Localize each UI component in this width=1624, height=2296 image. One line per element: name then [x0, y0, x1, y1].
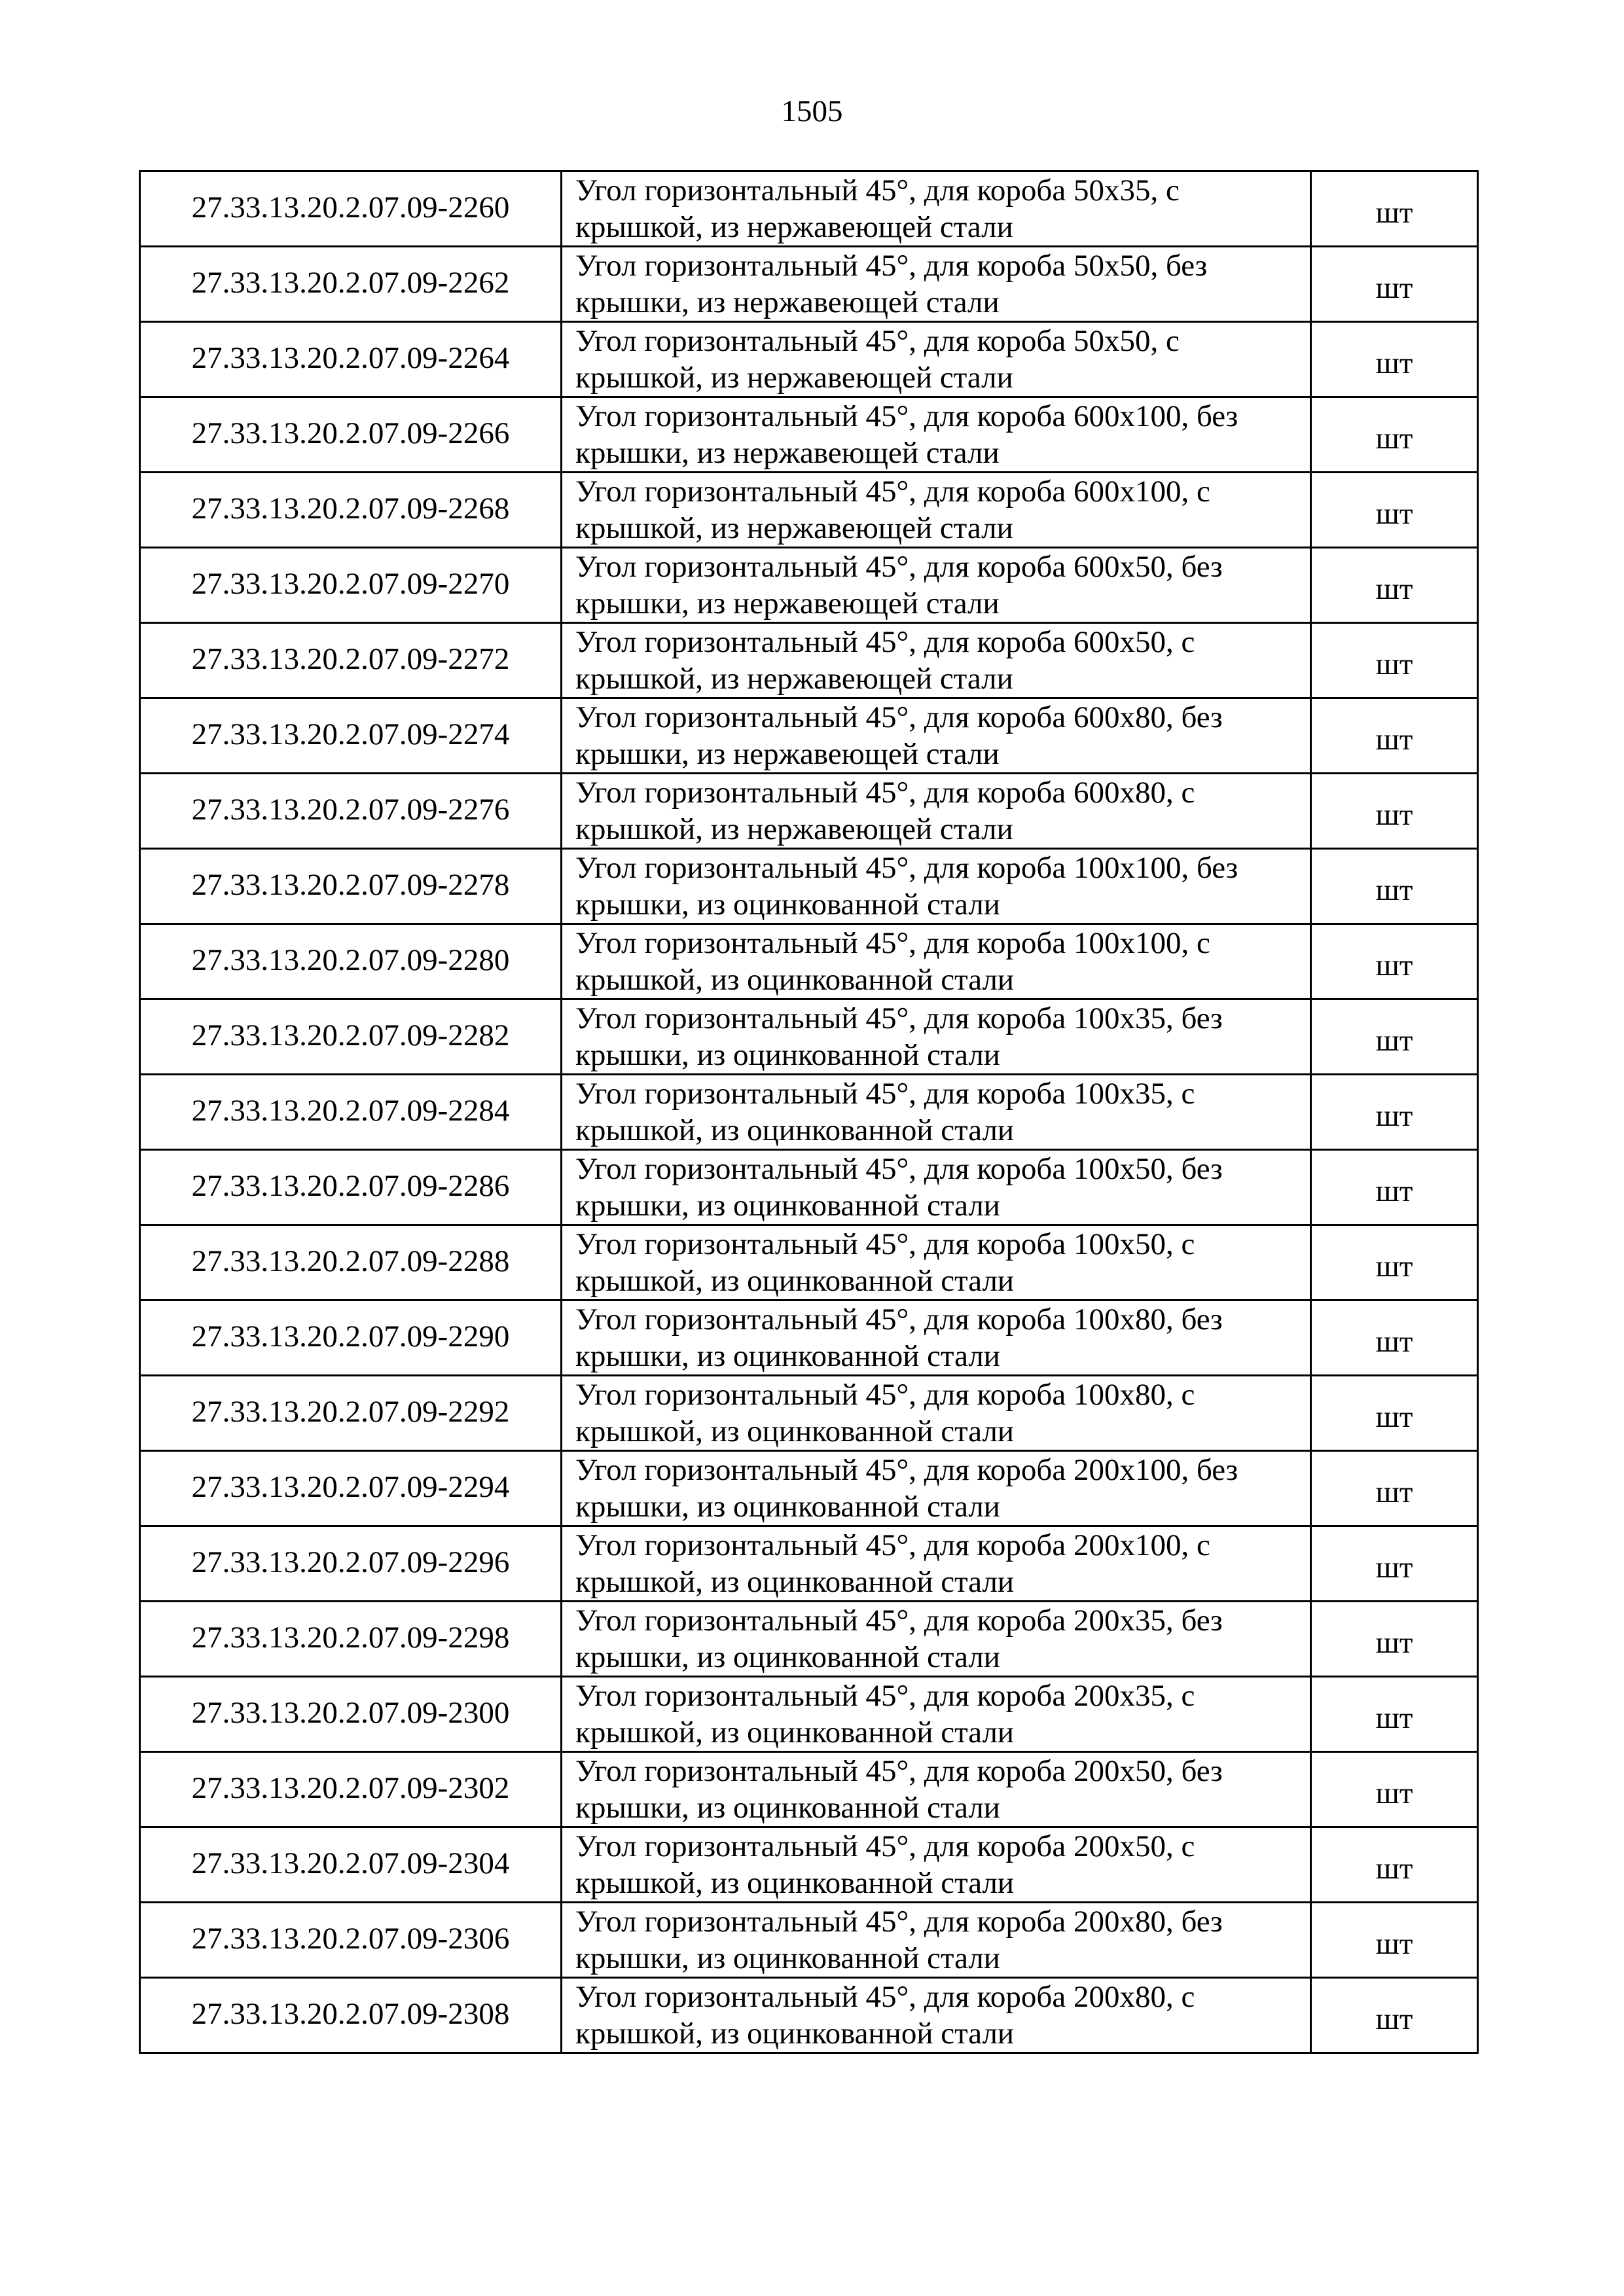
resource-name-line-2: крышки, из оцинкованной стали — [575, 888, 1000, 922]
table-row — [140, 623, 1478, 698]
code-cell — [140, 623, 562, 698]
code-cell — [140, 1150, 562, 1225]
table-row — [140, 473, 1478, 548]
resource-name-line-1: Угол горизонтальный 45°, для короба 200х35, без — [575, 1604, 1223, 1638]
unit-cell — [1311, 1903, 1478, 1978]
resource-name-line-2: крышки, из оцинкованной стали — [575, 1791, 1000, 1825]
table-row — [140, 1300, 1478, 1376]
name-cell — [562, 1451, 1311, 1526]
unit-of-measure: шт — [1375, 2002, 1413, 2036]
resource-code: 27.33.13.20.2.07.09-2308 — [191, 1997, 510, 2031]
resource-name-line-1: Угол горизонтальный 45°, для короба 100х35, без — [575, 1001, 1223, 1035]
name-cell — [562, 1903, 1311, 1978]
resource-name-line-2: крышки, из оцинкованной стали — [575, 1339, 1000, 1373]
resource-name-line-2: крышкой, из оцинкованной стали — [575, 1565, 1015, 1599]
unit-of-measure: шт — [1375, 1400, 1413, 1434]
unit-of-measure: шт — [1375, 948, 1413, 982]
unit-of-measure: шт — [1375, 1475, 1413, 1509]
code-cell — [140, 774, 562, 849]
unit-of-measure: шт — [1375, 1626, 1413, 1660]
name-cell — [562, 322, 1311, 397]
table-row — [140, 1602, 1478, 1677]
code-cell — [140, 849, 562, 924]
resource-name-line-2: крышкой, из оцинкованной стали — [575, 1866, 1015, 1900]
unit-cell — [1311, 1376, 1478, 1451]
page-number: 1505 — [781, 94, 843, 128]
resource-name-line-2: крышкой, из нержавеющей стали — [575, 812, 1013, 846]
code-cell — [140, 698, 562, 774]
resource-name-line-1: Угол горизонтальный 45°, для короба 200х80, с — [575, 1980, 1195, 2014]
table-row — [140, 698, 1478, 774]
resource-name-line-1: Угол горизонтальный 45°, для короба 100х100, с — [575, 926, 1210, 960]
unit-of-measure: шт — [1375, 1551, 1413, 1585]
table-row — [140, 1677, 1478, 1752]
resource-name-line-1: Угол горизонтальный 45°, для короба 200х50, с — [575, 1829, 1195, 1863]
resource-code: 27.33.13.20.2.07.09-2302 — [191, 1771, 510, 1805]
table-row — [140, 1376, 1478, 1451]
unit-of-measure: шт — [1375, 1325, 1413, 1359]
table-row — [140, 1150, 1478, 1225]
unit-of-measure: шт — [1375, 1776, 1413, 1810]
resource-code: 27.33.13.20.2.07.09-2276 — [191, 793, 510, 827]
resource-name-line-2: крышкой, из оцинкованной стали — [575, 1715, 1015, 1749]
resource-name-line-1: Угол горизонтальный 45°, для короба 100х100, без — [575, 851, 1238, 885]
code-cell — [140, 1300, 562, 1376]
resource-name-line-1: Угол горизонтальный 45°, для короба 600х80, с — [575, 776, 1195, 810]
name-cell — [562, 623, 1311, 698]
table-row — [140, 1752, 1478, 1827]
resource-name-line-1: Угол горизонтальный 45°, для короба 600х100, с — [575, 475, 1210, 509]
table-row — [140, 849, 1478, 924]
resource-name-line-2: крышкой, из оцинкованной стали — [575, 1264, 1015, 1298]
name-cell — [562, 1225, 1311, 1300]
table-row — [140, 1075, 1478, 1150]
unit-of-measure: шт — [1375, 1249, 1413, 1283]
resource-name-line-1: Угол горизонтальный 45°, для короба 100х50, с — [575, 1227, 1195, 1261]
name-cell — [562, 698, 1311, 774]
resource-name-line-1: Угол горизонтальный 45°, для короба 600х80, без — [575, 700, 1223, 734]
table-row — [140, 247, 1478, 322]
unit-cell — [1311, 1752, 1478, 1827]
resource-code: 27.33.13.20.2.07.09-2300 — [191, 1696, 510, 1730]
resource-name-line-1: Угол горизонтальный 45°, для короба 200х100, с — [575, 1528, 1210, 1562]
resource-name-line-2: крышки, из нержавеющей стали — [575, 737, 1000, 771]
resource-name-line-2: крышки, из оцинкованной стали — [575, 1490, 1000, 1524]
resource-name-line-1: Угол горизонтальный 45°, для короба 200х100, без — [575, 1453, 1238, 1487]
resource-name-line-1: Угол горизонтальный 45°, для короба 100х80, с — [575, 1378, 1195, 1412]
resource-name-line-2: крышкой, из оцинкованной стали — [575, 963, 1015, 997]
code-cell — [140, 548, 562, 623]
resource-name-line-1: Угол горизонтальный 45°, для короба 600х100, без — [575, 399, 1238, 433]
code-cell — [140, 397, 562, 473]
name-cell — [562, 1075, 1311, 1150]
table-row — [140, 322, 1478, 397]
code-cell — [140, 322, 562, 397]
name-cell — [562, 924, 1311, 999]
resource-code: 27.33.13.20.2.07.09-2262 — [191, 266, 510, 300]
name-cell — [562, 999, 1311, 1075]
resource-name-line-1: Угол горизонтальный 45°, для короба 600х50, с — [575, 625, 1195, 659]
resource-name-line-1: Угол горизонтальный 45°, для короба 600х50, без — [575, 550, 1223, 584]
name-cell — [562, 1978, 1311, 2053]
resource-name-line-1: Угол горизонтальный 45°, для короба 50х50, без — [575, 249, 1208, 283]
unit-of-measure: шт — [1375, 271, 1413, 305]
resource-code: 27.33.13.20.2.07.09-2266 — [191, 416, 510, 450]
name-cell — [562, 1602, 1311, 1677]
code-cell — [140, 1451, 562, 1526]
unit-cell — [1311, 1978, 1478, 2053]
name-cell — [562, 247, 1311, 322]
unit-of-measure: шт — [1375, 196, 1413, 230]
resource-name-line-1: Угол горизонтальный 45°, для короба 100х35, с — [575, 1077, 1195, 1111]
unit-of-measure: шт — [1375, 346, 1413, 380]
name-cell — [562, 1752, 1311, 1827]
resource-name-line-2: крышки, из нержавеющей стали — [575, 436, 1000, 470]
resource-name-line-1: Угол горизонтальный 45°, для короба 50х35, с — [575, 173, 1180, 207]
table-row — [140, 1903, 1478, 1978]
code-cell — [140, 473, 562, 548]
resource-code: 27.33.13.20.2.07.09-2292 — [191, 1395, 510, 1429]
resource-name-line-2: крышкой, из нержавеющей стали — [575, 361, 1013, 395]
code-cell — [140, 1376, 562, 1451]
resource-name-line-2: крышкой, из оцинкованной стали — [575, 1414, 1015, 1448]
unit-cell — [1311, 849, 1478, 924]
code-cell — [140, 1903, 562, 1978]
unit-of-measure: шт — [1375, 422, 1413, 456]
unit-cell — [1311, 397, 1478, 473]
resource-code: 27.33.13.20.2.07.09-2290 — [191, 1319, 510, 1354]
resource-code: 27.33.13.20.2.07.09-2270 — [191, 567, 510, 601]
unit-of-measure: шт — [1375, 1852, 1413, 1886]
name-cell — [562, 1300, 1311, 1376]
unit-of-measure: шт — [1375, 1099, 1413, 1133]
resource-name-line-2: крышки, из оцинкованной стали — [575, 1038, 1000, 1072]
resource-name-line-2: крышкой, из нержавеющей стали — [575, 511, 1013, 545]
name-cell — [562, 849, 1311, 924]
unit-cell — [1311, 1526, 1478, 1602]
table-row — [140, 774, 1478, 849]
resource-name-line-1: Угол горизонтальный 45°, для короба 100х80, без — [575, 1302, 1223, 1336]
code-cell — [140, 1602, 562, 1677]
unit-of-measure: шт — [1375, 1024, 1413, 1058]
name-cell — [562, 1376, 1311, 1451]
resource-code: 27.33.13.20.2.07.09-2264 — [191, 341, 510, 375]
resource-code: 27.33.13.20.2.07.09-2268 — [191, 492, 510, 526]
resource-code: 27.33.13.20.2.07.09-2306 — [191, 1922, 510, 1956]
table-row — [140, 1225, 1478, 1300]
items-table-body — [140, 171, 1478, 2053]
unit-cell — [1311, 1602, 1478, 1677]
unit-cell — [1311, 1677, 1478, 1752]
resource-name-line-1: Угол горизонтальный 45°, для короба 50х50, с — [575, 324, 1180, 358]
name-cell — [562, 1150, 1311, 1225]
table-row — [140, 1526, 1478, 1602]
unit-of-measure: шт — [1375, 497, 1413, 531]
name-cell — [562, 397, 1311, 473]
code-cell — [140, 999, 562, 1075]
unit-cell — [1311, 1225, 1478, 1300]
resource-name-line-2: крышки, из нержавеющей стали — [575, 586, 1000, 620]
table-row — [140, 924, 1478, 999]
unit-cell — [1311, 1827, 1478, 1903]
unit-cell — [1311, 774, 1478, 849]
resource-name-line-2: крышки, из оцинкованной стали — [575, 1941, 1000, 1975]
unit-of-measure: шт — [1375, 798, 1413, 832]
resource-code: 27.33.13.20.2.07.09-2296 — [191, 1545, 510, 1579]
resource-code: 27.33.13.20.2.07.09-2282 — [191, 1018, 510, 1052]
unit-of-measure: шт — [1375, 723, 1413, 757]
unit-of-measure: шт — [1375, 873, 1413, 907]
unit-cell — [1311, 322, 1478, 397]
table-row — [140, 1978, 1478, 2053]
name-cell — [562, 171, 1311, 247]
unit-cell — [1311, 1451, 1478, 1526]
name-cell — [562, 473, 1311, 548]
code-cell — [140, 1978, 562, 2053]
code-cell — [140, 247, 562, 322]
unit-cell — [1311, 924, 1478, 999]
resource-name-line-2: крышки, из оцинкованной стали — [575, 1640, 1000, 1674]
resource-code: 27.33.13.20.2.07.09-2274 — [191, 717, 510, 751]
table-row — [140, 397, 1478, 473]
resource-code: 27.33.13.20.2.07.09-2260 — [191, 190, 510, 224]
unit-of-measure: шт — [1375, 647, 1413, 681]
resource-name-line-1: Угол горизонтальный 45°, для короба 100х50, без — [575, 1152, 1223, 1186]
unit-cell — [1311, 698, 1478, 774]
unit-cell — [1311, 473, 1478, 548]
code-cell — [140, 1526, 562, 1602]
unit-of-measure: шт — [1375, 1927, 1413, 1961]
resource-code: 27.33.13.20.2.07.09-2280 — [191, 943, 510, 977]
table-row — [140, 1827, 1478, 1903]
code-cell — [140, 1075, 562, 1150]
name-cell — [562, 1677, 1311, 1752]
resource-code: 27.33.13.20.2.07.09-2284 — [191, 1094, 510, 1128]
unit-of-measure: шт — [1375, 1174, 1413, 1208]
name-cell — [562, 774, 1311, 849]
resource-name-line-2: крышки, из нержавеющей стали — [575, 285, 1000, 319]
table-row — [140, 171, 1478, 247]
code-cell — [140, 171, 562, 247]
resource-name-line-2: крышки, из оцинкованной стали — [575, 1189, 1000, 1223]
unit-cell — [1311, 999, 1478, 1075]
unit-of-measure: шт — [1375, 572, 1413, 606]
resource-name-line-2: крышкой, из оцинкованной стали — [575, 1113, 1015, 1147]
code-cell — [140, 1752, 562, 1827]
unit-cell — [1311, 1300, 1478, 1376]
resource-code: 27.33.13.20.2.07.09-2288 — [191, 1244, 510, 1278]
resource-name-line-1: Угол горизонтальный 45°, для короба 200х80, без — [575, 1905, 1223, 1939]
table-row — [140, 548, 1478, 623]
resource-code: 27.33.13.20.2.07.09-2278 — [191, 868, 510, 902]
resource-code: 27.33.13.20.2.07.09-2286 — [191, 1169, 510, 1203]
resource-code: 27.33.13.20.2.07.09-2294 — [191, 1470, 510, 1504]
unit-cell — [1311, 1150, 1478, 1225]
table-row — [140, 999, 1478, 1075]
resource-code: 27.33.13.20.2.07.09-2272 — [191, 642, 510, 676]
unit-of-measure: шт — [1375, 1701, 1413, 1735]
code-cell — [140, 1677, 562, 1752]
resource-name-line-1: Угол горизонтальный 45°, для короба 200х50, без — [575, 1754, 1223, 1788]
resource-name-line-1: Угол горизонтальный 45°, для короба 200х35, с — [575, 1679, 1195, 1713]
table-row — [140, 1451, 1478, 1526]
unit-cell — [1311, 548, 1478, 623]
unit-cell — [1311, 247, 1478, 322]
code-cell — [140, 924, 562, 999]
code-cell — [140, 1827, 562, 1903]
resource-name-line-2: крышкой, из нержавеющей стали — [575, 210, 1013, 244]
name-cell — [562, 1827, 1311, 1903]
name-cell — [562, 1526, 1311, 1602]
items-table — [139, 170, 1479, 2054]
code-cell — [140, 1225, 562, 1300]
resource-name-line-2: крышкой, из оцинкованной стали — [575, 2017, 1015, 2051]
unit-cell — [1311, 1075, 1478, 1150]
name-cell — [562, 548, 1311, 623]
resource-code: 27.33.13.20.2.07.09-2304 — [191, 1846, 510, 1880]
resource-code: 27.33.13.20.2.07.09-2298 — [191, 1621, 510, 1655]
unit-cell — [1311, 623, 1478, 698]
unit-cell — [1311, 171, 1478, 247]
resource-name-line-2: крышкой, из нержавеющей стали — [575, 662, 1013, 696]
